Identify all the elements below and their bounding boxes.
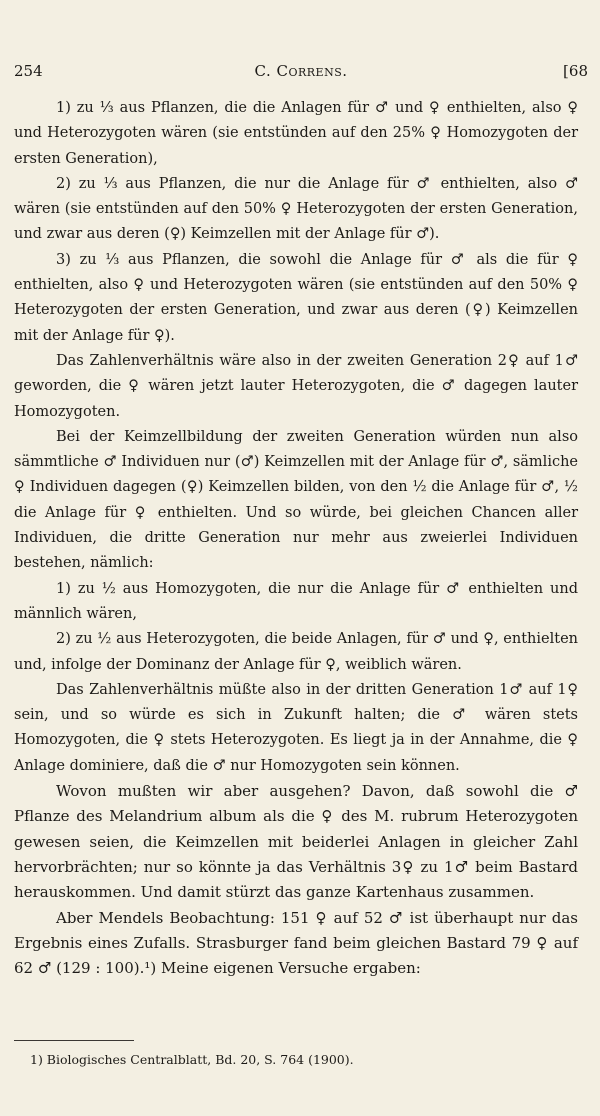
section-mark: [68 [563,62,588,80]
page-header [14,62,588,84]
paragraph-4: Das Zahlenverhältnis wäre also in der zweiten Generation 2♀ auf 1♂ geworden, die ♀ wären jetzt lauter Heterozygoten, die ♂ dagegen lauter Homozygoten. [14,352,578,420]
footnote-rule [14,1040,134,1041]
paragraph-8: Das Zahlenverhältnis müßte also in der dritten Generation 1♂ auf 1♀ sein, und so würde es sich in Zukunft halten; die ♂ wären stets Homozygoten, die ♀ stets Heterozygoten. Es liegt ja in der Annahme, die ♀ Anlage dominiere, daß die ♂ nur Homozygoten sein können. [14,681,578,774]
paragraph-10: Aber Mendels Beobachtung: 151 ♀ auf 52 ♂ ist überhaupt nur das Ergebnis eines Zufalls. Strasburger fand beim gleichen Bastard 79 ♀ auf 62 ♂ (129 : 100).¹) Meine eigenen Versuche ergaben: [14,908,578,978]
paragraph-6: 1) zu ½ aus Homozygoten, die nur die Anlage für ♂ enthielten und männlich wären, [14,580,578,622]
paragraph-2: 2) zu ⅓ aus Pflanzen, die nur die Anlage für ♂ enthielten, also ♂ wären (sie entstünden auf den 50% ♀ Heterozygoten der ersten Generation, und zwar aus deren (♀) Keimzellen mit der Anlage für ♂). [14,175,578,243]
paragraph-7: 2) zu ½ aus Heterozygoten, die beide Anlagen, für ♂ und ♀, enthielten und, infolge der Dominanz der Anlage für ♀, weiblich wären. [14,631,578,673]
body-text [14,96,578,981]
footnote: 1) Biologisches Centralblatt, Bd. 20, S. 764 (1900). [30,1052,354,1067]
running-title: C. Correns. [254,62,348,80]
page-number: 254 [14,62,43,80]
paragraph-9: Wovon mußten wir aber ausgehen? Davon, daß sowohl die ♂ Pflanze des Melandrium album als die ♀ des M. rubrum Heterozygoten gewesen seien, die Keimzellen mit beiderlei Anlagen in gleicher Zahl hervorbrächten; nur so könnte ja das Verhältnis 3♀ zu 1♂ beim Bastard herauskommen. Und damit stürzt das ganze Kartenhaus zusammen. [14,782,578,902]
paragraph-3: 3) zu ⅓ aus Pflanzen, die sowohl die Anlage für ♂ als die für ♀ enthielten, also ♀ und Heterozygoten wären (sie entstünden auf den 50% ♀ Heterozygoten der ersten Generation, und zwar aus deren (♀) Keimzellen mit der Anlage für ♀). [14,251,578,344]
paragraph-5: Bei der Keimzellbildung der zweiten Generation würden nun also sämmtliche ♂ Individuen nur (♂) Keimzellen mit der Anlage für ♂, sämliche ♀ Individuen dagegen (♀) Keimzellen bilden, von den ½ die Anlage für ♂, ½ die Anlage für ♀ enthielten. Und so würde, bei gleichen Chancen aller Individuen, die dritte Generation nur mehr aus zweierlei Individuen bestehen, nämlich: [14,428,578,572]
paragraph-1: 1) zu ⅓ aus Pflanzen, die die Anlagen für ♂ und ♀ enthielten, also ♀ und Heterozygoten wären (sie entstünden auf den 25% ♀ Homozygoten der ersten Generation), [14,100,578,167]
